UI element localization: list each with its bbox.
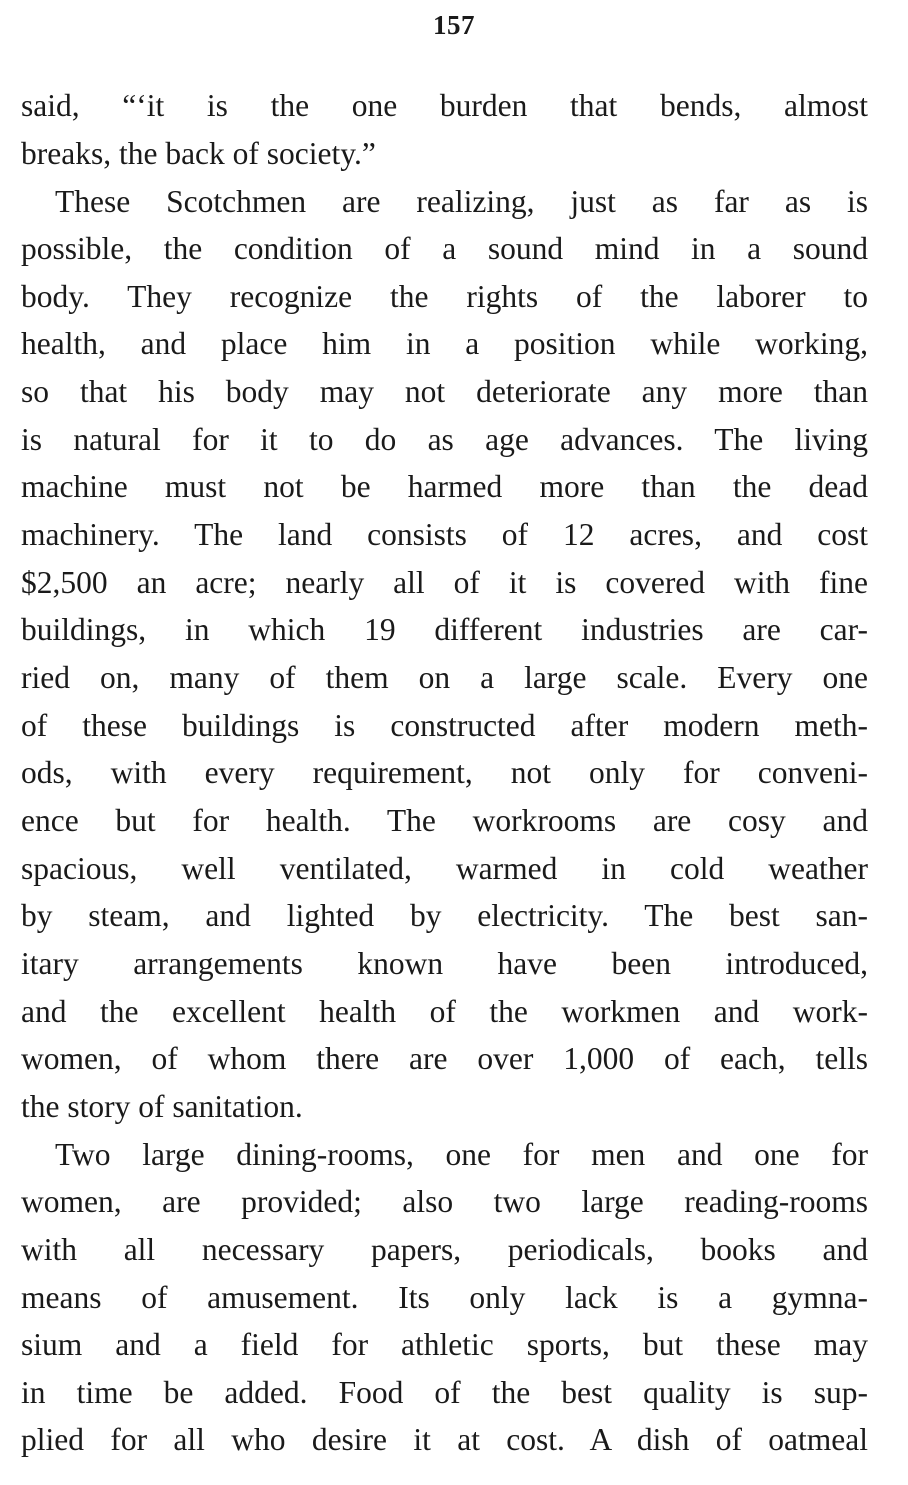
text-line: plied for all who desire it at cost. A dish of oatmeal xyxy=(21,1422,868,1457)
text-line: machinery. The land consists of 12 acres, and cost xyxy=(21,517,868,552)
text-line: ence but for health. The workrooms are cosy and xyxy=(21,803,868,838)
text-line: is natural for it to do as age advances. The living xyxy=(21,422,868,457)
text-line: Two large dining-rooms, one for men and one for xyxy=(55,1137,868,1172)
text-line: $2,500 an acre; nearly all of it is covered with fine xyxy=(21,565,868,600)
text-line: by steam, and lighted by electricity. The best san- xyxy=(21,898,868,933)
text-line: and the excellent health of the workmen and work- xyxy=(21,994,868,1029)
text-line: itary arrangements known have been introduced, xyxy=(21,946,868,981)
text-line: women, of whom there are over 1,000 of each, tells xyxy=(21,1041,868,1076)
text-line: breaks, the back of society.” xyxy=(21,136,376,171)
text-line: possible, the condition of a sound mind in a sound xyxy=(21,231,868,266)
text-line: said, “‘it is the one burden that bends, almost xyxy=(21,88,868,123)
text-line: ods, with every requirement, not only for conveni- xyxy=(21,755,868,790)
text-line: spacious, well ventilated, warmed in cold weather xyxy=(21,851,868,886)
text-line: in time be added. Food of the best quality is sup- xyxy=(21,1375,868,1410)
text-line: women, are provided; also two large reading-rooms xyxy=(21,1184,868,1219)
text-line: These Scotchmen are realizing, just as far as is xyxy=(55,184,868,219)
page-number: 157 xyxy=(433,10,475,40)
text-line: buildings, in which 19 different industries are car- xyxy=(21,612,868,647)
text-line: means of amusement. Its only lack is a gymna- xyxy=(21,1280,868,1315)
text-line: ried on, many of them on a large scale. Every one xyxy=(21,660,868,695)
text-line: health, and place him in a position while working, xyxy=(21,326,868,361)
text-line: body. They recognize the rights of the laborer to xyxy=(21,279,868,314)
text-line: so that his body may not deteriorate any more than xyxy=(21,374,868,409)
text-line: of these buildings is constructed after modern meth- xyxy=(21,708,868,743)
text-line: machine must not be harmed more than the dead xyxy=(21,469,868,504)
text-line: sium and a field for athletic sports, but these may xyxy=(21,1327,868,1362)
text-line: the story of sanitation. xyxy=(21,1089,303,1124)
text-line: with all necessary papers, periodicals, books and xyxy=(21,1232,868,1267)
